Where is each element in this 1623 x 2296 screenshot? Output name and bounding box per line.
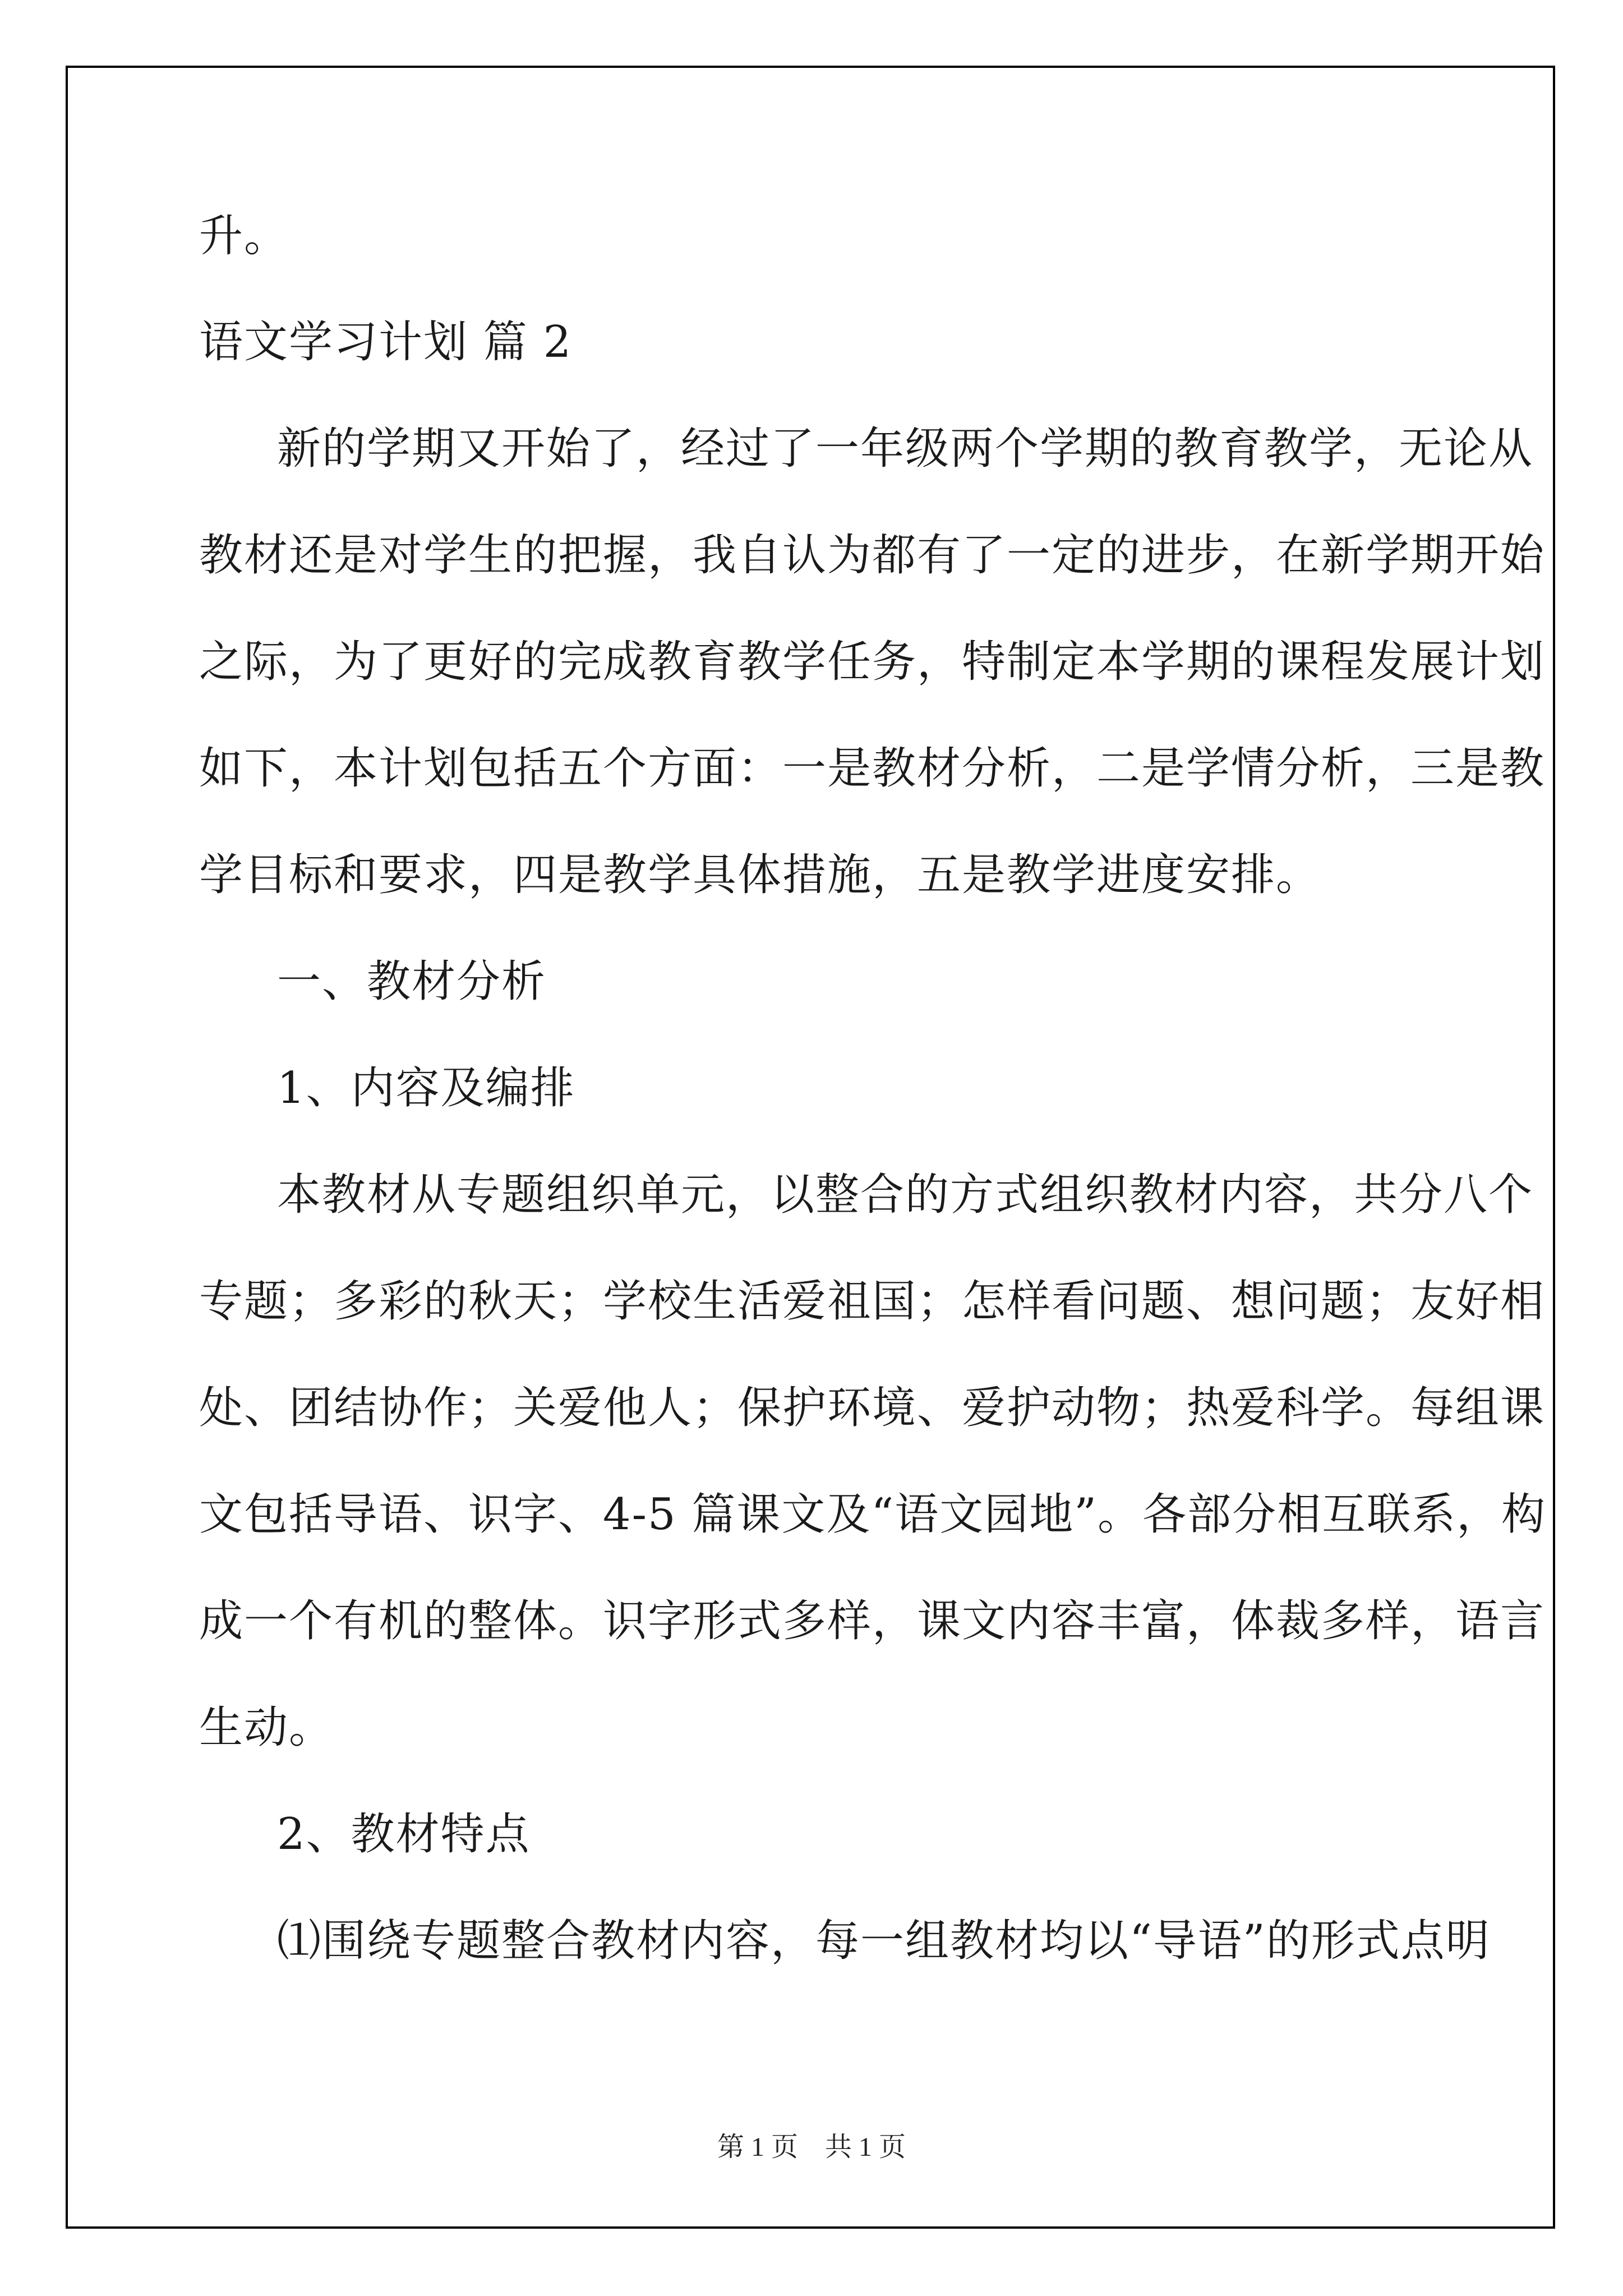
subheading: 2、教材特点 <box>277 1809 531 1860</box>
paragraph-line: 处、团结协作；关爱他人；保护环境、爱护动物；热爱科学。每组课 <box>199 1383 1546 1433</box>
paragraph-line: 专题；多彩的秋天；学校生活爱祖国；怎样看问题、想问题；友好相 <box>199 1276 1546 1327</box>
page-border <box>66 66 1555 2229</box>
page-number-footer: 第 1 页 共 1 页 <box>717 2132 906 2162</box>
paragraph-line: 教材还是对学生的把握，我自认为都有了一定的进步，在新学期开始 <box>199 530 1546 581</box>
paragraph-line: 如下，本计划包括五个方面：一是教材分析，二是学情分析，三是教 <box>199 743 1546 794</box>
subheading: 一、教材分析 <box>277 956 547 1007</box>
paragraph-line: 成一个有机的整体。识字形式多样，课文内容丰富，体裁多样，语言 <box>199 1596 1546 1646</box>
text-line: 升。 <box>199 211 289 261</box>
section-heading: 语文学习计划 篇 2 <box>199 317 573 367</box>
subheading: 1、内容及编排 <box>277 1063 575 1114</box>
paragraph-line: 之际，为了更好的完成教育教学任务，特制定本学期的课程发展计划 <box>199 637 1546 687</box>
paragraph-line: ⑴围绕专题整合教材内容，每一组教材均以“导语”的形式点明 <box>277 1916 1491 1966</box>
paragraph-line: 文包括导语、识字、4-5 篇课文及“语文园地”。各部分相互联系，构 <box>199 1489 1547 1540</box>
paragraph-line: 新的学期又开始了，经过了一年级两个学期的教育教学，无论从 <box>277 424 1534 474</box>
paragraph-line: 本教材从专题组织单元，以整合的方式组织教材内容，共分八个 <box>277 1170 1534 1220</box>
paragraph-line: 生动。 <box>199 1703 334 1753</box>
paragraph-line: 学目标和要求，四是教学具体措施，五是教学进度安排。 <box>199 850 1321 900</box>
